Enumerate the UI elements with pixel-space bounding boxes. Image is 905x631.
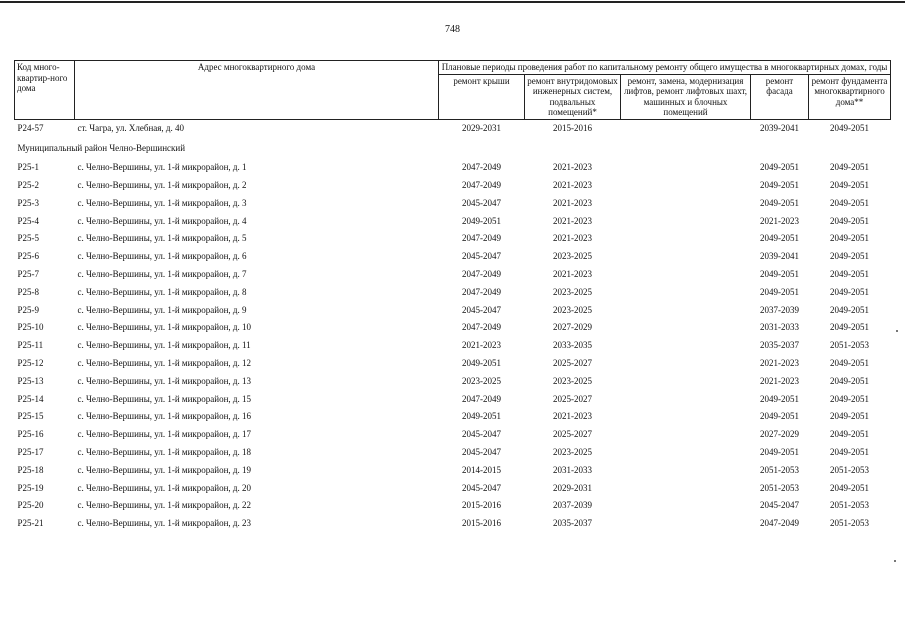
table-row	[15, 302, 891, 320]
table-row	[15, 497, 891, 515]
cell-foundation: 2049-2051	[830, 375, 870, 386]
cell-roof: 2015-2016	[462, 518, 501, 529]
table-row	[15, 373, 891, 391]
scan-speck	[896, 330, 898, 332]
cell-foundation: 2049-2051	[830, 197, 870, 208]
cell-address: с. Челно-Вершины, ул. 1-й микрорайон, д. 3	[77, 197, 247, 208]
cell-code: Р25-4	[17, 215, 40, 226]
cell-systems: 2015-2016	[553, 122, 592, 133]
table-row	[15, 426, 891, 444]
table-body	[15, 119, 891, 533]
cell-roof: 2014-2015	[462, 464, 501, 475]
table-row	[15, 177, 891, 195]
cell-foundation: 2051-2053	[830, 500, 870, 511]
cell-roof: 2029-2031	[462, 122, 501, 133]
cell-facade: 2049-2051	[760, 286, 799, 297]
cell-facade: 2035-2037	[760, 340, 799, 351]
cell-foundation: 2049-2051	[830, 393, 870, 404]
cell-foundation: 2049-2051	[830, 482, 870, 493]
table-row	[15, 230, 891, 248]
table-row	[15, 444, 891, 462]
cell-facade: 2049-2051	[760, 447, 799, 458]
table-row	[15, 480, 891, 498]
cell-lifts	[621, 195, 751, 213]
cell-foundation: 2049-2051	[830, 322, 870, 333]
cell-foundation: 2051-2053	[830, 518, 870, 529]
cell-roof: 2045-2047	[462, 482, 501, 493]
cell-systems: 2037-2039	[553, 500, 592, 511]
header-row-top	[15, 61, 891, 75]
cell-lifts	[621, 391, 751, 409]
cell-address: с. Челно-Вершины, ул. 1-й микрорайон, д. 17	[77, 429, 252, 440]
cell-lifts	[621, 230, 751, 248]
table-row	[15, 462, 891, 480]
cell-code: Р25-2	[17, 180, 40, 191]
cell-roof: 2023-2025	[462, 375, 501, 386]
cell-address: с. Челно-Вершины, ул. 1-й микрорайон, д. 8	[77, 286, 247, 297]
header-code: Код много-квартир-ного дома	[15, 61, 75, 120]
cell-foundation: 2049-2051	[830, 429, 870, 440]
cell-facade: 2049-2051	[760, 269, 799, 280]
top-border-line	[0, 1, 905, 3]
cell-foundation: 2049-2051	[830, 269, 870, 280]
section-row	[15, 137, 891, 159]
cell-roof: 2049-2051	[462, 411, 501, 422]
capital-repair-table	[14, 60, 891, 533]
cell-roof: 2045-2047	[462, 447, 501, 458]
cell-address: с. Челно-Вершины, ул. 1-й микрорайон, д. 15	[77, 393, 252, 404]
header-periods-group: Плановые периоды проведения работ по капитальному ремонту общего имущества в многоквартирных домах, годы	[439, 61, 891, 75]
cell-facade: 2037-2039	[760, 304, 799, 315]
table-row	[15, 159, 891, 177]
table-row	[15, 408, 891, 426]
cell-facade: 2049-2051	[760, 233, 799, 244]
cell-systems: 2029-2031	[553, 482, 592, 493]
cell-code: Р25-18	[17, 464, 44, 475]
cell-facade: 2051-2053	[760, 464, 799, 475]
cell-code: Р25-12	[17, 358, 44, 369]
cell-facade: 2049-2051	[760, 197, 799, 208]
cell-address: с. Челно-Вершины, ул. 1-й микрорайон, д. 20	[77, 482, 252, 493]
cell-address: с. Челно-Вершины, ул. 1-й микрорайон, д. 9	[77, 304, 247, 315]
scan-speck	[894, 560, 896, 562]
cell-address: с. Челно-Вершины, ул. 1-й микрорайон, д. 4	[77, 215, 247, 226]
cell-code: Р25-19	[17, 482, 44, 493]
cell-facade: 2049-2051	[760, 393, 799, 404]
cell-foundation: 2049-2051	[830, 233, 870, 244]
cell-roof: 2049-2051	[462, 358, 501, 369]
cell-roof: 2045-2047	[462, 429, 501, 440]
cell-facade: 2049-2051	[760, 162, 799, 173]
cell-roof: 2047-2049	[462, 269, 501, 280]
cell-lifts	[621, 515, 751, 533]
cell-lifts	[621, 426, 751, 444]
cell-address: с. Челно-Вершины, ул. 1-й микрорайон, д. 13	[77, 375, 252, 386]
section-title: Муниципальный район Челно-Вершинский	[17, 143, 186, 154]
cell-code: Р25-3	[17, 197, 40, 208]
cell-facade: 2027-2029	[760, 429, 799, 440]
cell-systems: 2021-2023	[553, 233, 592, 244]
cell-foundation: 2049-2051	[830, 251, 870, 262]
cell-systems: 2023-2025	[553, 304, 592, 315]
cell-foundation: 2049-2051	[830, 180, 870, 191]
cell-facade: 2021-2023	[760, 358, 799, 369]
cell-lifts	[621, 480, 751, 498]
cell-facade: 2039-2041	[760, 251, 799, 262]
table-row	[15, 266, 891, 284]
cell-code: Р25-16	[17, 429, 44, 440]
cell-address: с. Челно-Вершины, ул. 1-й микрорайон, д. 2	[77, 180, 247, 191]
cell-systems: 2021-2023	[553, 162, 592, 173]
cell-systems: 2031-2033	[553, 464, 592, 475]
table-row	[15, 248, 891, 266]
cell-code: Р25-17	[17, 447, 44, 458]
cell-systems: 2027-2029	[553, 322, 592, 333]
cell-code: Р25-7	[17, 269, 40, 280]
cell-address: с. Челно-Вершины, ул. 1-й микрорайон, д. 11	[77, 340, 251, 351]
cell-systems: 2033-2035	[553, 340, 592, 351]
cell-roof: 2045-2047	[462, 251, 501, 262]
cell-code: Р25-15	[17, 411, 44, 422]
cell-address: с. Челно-Вершины, ул. 1-й микрорайон, д. 7	[77, 269, 247, 280]
cell-facade: 2039-2041	[760, 122, 799, 133]
cell-systems: 2023-2025	[553, 447, 592, 458]
cell-systems: 2021-2023	[553, 215, 592, 226]
cell-systems: 2025-2027	[553, 358, 592, 369]
cell-systems: 2021-2023	[553, 180, 592, 191]
cell-foundation: 2049-2051	[830, 304, 870, 315]
cell-address: с. Челно-Вершины, ул. 1-й микрорайон, д. 5	[77, 233, 247, 244]
cell-systems: 2023-2025	[553, 286, 592, 297]
cell-systems: 2023-2025	[553, 251, 592, 262]
header-foundation: ремонт фундамента многоквартирного дома**	[809, 74, 891, 119]
cell-code: Р25-21	[17, 518, 44, 529]
cell-lifts	[621, 213, 751, 231]
cell-lifts	[621, 497, 751, 515]
cell-code: Р25-20	[17, 500, 44, 511]
cell-systems: 2021-2023	[553, 269, 592, 280]
cell-lifts	[621, 373, 751, 391]
table-row	[15, 213, 891, 231]
cell-code: Р25-1	[17, 162, 40, 173]
cell-foundation: 2049-2051	[830, 286, 870, 297]
cell-foundation: 2049-2051	[830, 162, 870, 173]
cell-systems: 2035-2037	[553, 518, 592, 529]
cell-address: с. Челно-Вершины, ул. 1-й микрорайон, д. 10	[77, 322, 252, 333]
cell-lifts	[621, 119, 751, 137]
cell-roof: 2047-2049	[462, 162, 501, 173]
header-facade: ремонт фасада	[751, 74, 809, 119]
table-row	[15, 119, 891, 137]
cell-address: с. Челно-Вершины, ул. 1-й микрорайон, д. 22	[77, 500, 252, 511]
cell-lifts	[621, 444, 751, 462]
table-row	[15, 355, 891, 373]
table-row	[15, 391, 891, 409]
cell-address: с. Челно-Вершины, ул. 1-й микрорайон, д. 19	[77, 464, 252, 475]
cell-facade: 2049-2051	[760, 180, 799, 191]
cell-address: с. Челно-Вершины, ул. 1-й микрорайон, д. 23	[77, 518, 252, 529]
cell-foundation: 2049-2051	[830, 215, 870, 226]
cell-roof: 2015-2016	[462, 500, 501, 511]
cell-facade: 2021-2023	[760, 375, 799, 386]
cell-code: Р24-57	[17, 122, 44, 133]
page-number: 748	[445, 24, 460, 35]
cell-roof: 2047-2049	[462, 180, 501, 191]
cell-lifts	[621, 337, 751, 355]
table-row	[15, 195, 891, 213]
cell-facade: 2021-2023	[760, 215, 799, 226]
cell-facade: 2047-2049	[760, 518, 799, 529]
cell-code: Р25-5	[17, 233, 40, 244]
cell-foundation: 2049-2051	[830, 411, 870, 422]
cell-lifts	[621, 266, 751, 284]
cell-code: Р25-11	[17, 340, 44, 351]
cell-roof: 2047-2049	[462, 233, 501, 244]
cell-lifts	[621, 302, 751, 320]
cell-foundation: 2049-2051	[830, 447, 870, 458]
cell-roof: 2021-2023	[462, 340, 501, 351]
cell-facade: 2049-2051	[760, 411, 799, 422]
table-row	[15, 284, 891, 302]
cell-roof: 2049-2051	[462, 215, 501, 226]
cell-systems: 2021-2023	[553, 411, 592, 422]
cell-lifts	[621, 355, 751, 373]
cell-code: Р25-9	[17, 304, 40, 315]
cell-foundation: 2049-2051	[830, 358, 870, 369]
cell-lifts	[621, 284, 751, 302]
cell-foundation: 2049-2051	[830, 122, 870, 133]
cell-lifts	[621, 159, 751, 177]
cell-roof: 2047-2049	[462, 393, 501, 404]
cell-code: Р25-13	[17, 375, 44, 386]
table-row	[15, 337, 891, 355]
cell-address: с. Челно-Вершины, ул. 1-й микрорайон, д. 1	[77, 162, 247, 173]
cell-systems: 2023-2025	[553, 375, 592, 386]
cell-foundation: 2051-2053	[830, 464, 870, 475]
header-roof: ремонт крыши	[439, 74, 525, 119]
cell-foundation: 2051-2053	[830, 340, 870, 351]
cell-roof: 2047-2049	[462, 286, 501, 297]
cell-systems: 2021-2023	[553, 197, 592, 208]
cell-lifts	[621, 462, 751, 480]
cell-systems: 2025-2027	[553, 429, 592, 440]
cell-code: Р25-14	[17, 393, 44, 404]
cell-systems: 2025-2027	[553, 393, 592, 404]
cell-roof: 2047-2049	[462, 322, 501, 333]
table-row	[15, 319, 891, 337]
cell-roof: 2045-2047	[462, 197, 501, 208]
cell-facade: 2051-2053	[760, 482, 799, 493]
cell-address: ст. Чагра, ул. Хлебная, д. 40	[77, 122, 184, 133]
cell-code: Р25-10	[17, 322, 44, 333]
cell-address: с. Челно-Вершины, ул. 1-й микрорайон, д. 18	[77, 447, 252, 458]
table-row	[15, 515, 891, 533]
cell-lifts	[621, 248, 751, 266]
cell-code: Р25-8	[17, 286, 40, 297]
cell-address: с. Челно-Вершины, ул. 1-й микрорайон, д. 6	[77, 251, 247, 262]
header-address: Адрес многоквартирного дома	[75, 61, 439, 120]
cell-address: с. Челно-Вершины, ул. 1-й микрорайон, д. 12	[77, 358, 252, 369]
header-lifts: ремонт, замена, модернизация лифтов, ремонт лифтовых шахт, машинных и блочных помещений	[621, 74, 751, 119]
cell-lifts	[621, 319, 751, 337]
header-systems: ремонт внутридомовых инженерных систем, подвальных помещений*	[525, 74, 621, 119]
cell-code: Р25-6	[17, 251, 40, 262]
cell-roof: 2045-2047	[462, 304, 501, 315]
cell-address: с. Челно-Вершины, ул. 1-й микрорайон, д. 16	[77, 411, 252, 422]
cell-facade: 2031-2033	[760, 322, 799, 333]
cell-lifts	[621, 408, 751, 426]
cell-lifts	[621, 177, 751, 195]
cell-facade: 2045-2047	[760, 500, 799, 511]
